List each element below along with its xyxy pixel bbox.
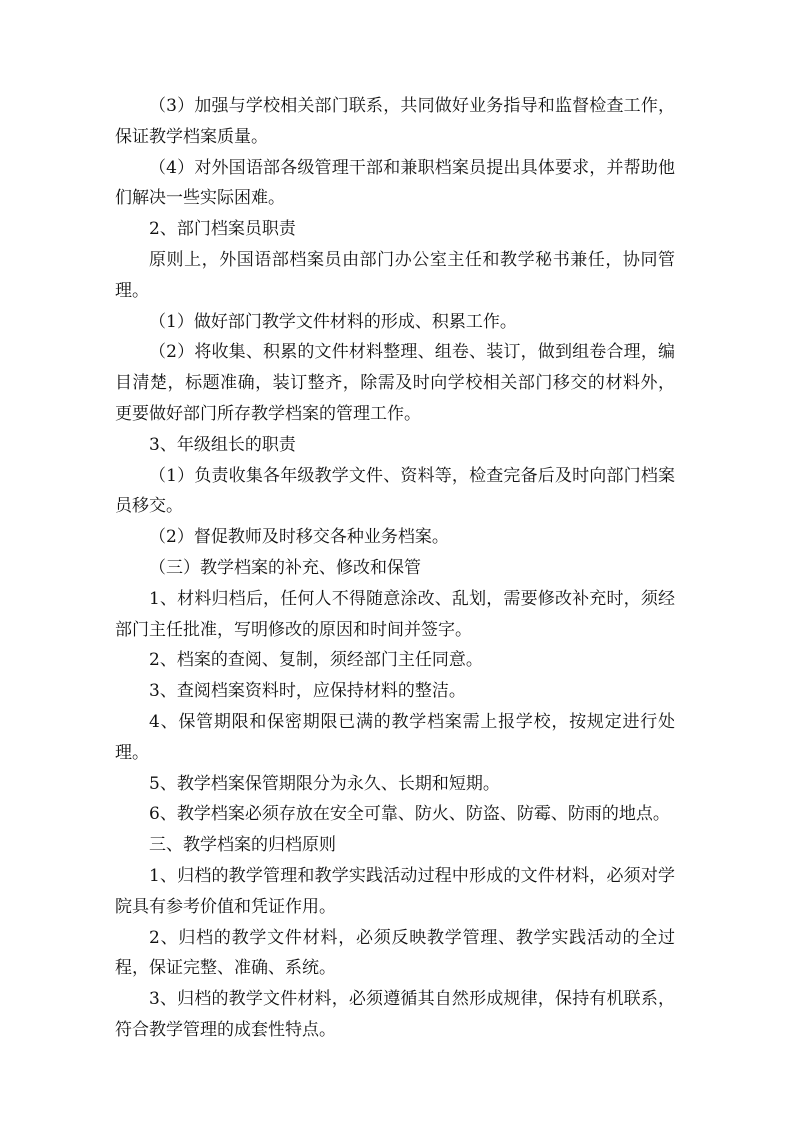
paragraph-keep-rule-5: 5、教学档案保管期限分为永久、长期和短期。: [149, 773, 500, 794]
paragraph-filing-principle-2: 2、归档的教学文件材料，必须反映教学管理、教学实践活动的全过程，保证完整、准确、系统。: [115, 927, 675, 979]
paragraph-keep-rule-2: 2、档案的查阅、复制，须经部门主任同意。: [149, 650, 483, 671]
paragraph-archivist-principle: 原则上，外国语部档案员由部门办公室主任和教学秘书兼任，协同管理。: [115, 249, 675, 301]
heading-department-archivist-duties: 2、部门档案员职责: [149, 219, 296, 240]
paragraph-filing-principle-3: 3、归档的教学文件材料，必须遵循其自然形成规律，保持有机联系，符合教学管理的成套性特点。: [115, 989, 675, 1040]
paragraph-keep-rule-1: 1、材料归档后，任何人不得随意涂改、乱划，需要修改补充时，须经部门主任批准，写明修改的原因和时间并签字。: [115, 588, 675, 640]
paragraph-grade-leader-duty-1: （1）负责收集各年级教学文件、资料等，检查完备后及时向部门档案员移交。: [115, 465, 675, 517]
heading-grade-leader-duties: 3、年级组长的职责: [149, 434, 296, 455]
paragraph-archivist-duty-2: （2）将收集、积累的文件材料整理、组卷、装订，做到组卷合理，编目清楚，标题准确，装订整齐，除需及时向学校相关部门移交的材料外，更要做好部门所存教学档案的管理工作。: [115, 342, 675, 424]
paragraph-keep-rule-6: 6、教学档案必须存放在安全可靠、防火、防盗、防霉、防雨的地点。: [149, 804, 670, 825]
heading-supplement-modify-keep: （三）教学档案的补充、修改和保管: [149, 557, 421, 578]
paragraph-grade-leader-duty-2: （2）督促教师及时移交各种业务档案。: [149, 527, 449, 548]
document-body: [115, 91, 675, 1046]
paragraph-keep-rule-4: 4、保管期限和保密期限已满的教学档案需上报学校，按规定进行处理。: [115, 711, 675, 763]
paragraph-archivist-duty-1: （1）做好部门教学文件材料的形成、积累工作。: [149, 311, 517, 332]
paragraph-4-requirements-for-staff: （4）对外国语部各级管理干部和兼职档案员提出具体要求，并帮助他们解决一些实际困难。: [115, 157, 675, 209]
paragraph-filing-principle-1: 1、归档的教学管理和教学实践活动过程中形成的文件材料，必须对学院具有参考价值和凭证作用。: [115, 865, 675, 917]
paragraph-3-contact-departments: （3）加强与学校相关部门联系，共同做好业务指导和监督检查工作，保证教学档案质量。: [115, 96, 675, 147]
paragraph-keep-rule-3: 3、查阅档案资料时，应保持材料的整洁。: [149, 681, 466, 702]
heading-filing-principles: 三、教学档案的归档原则: [149, 835, 336, 856]
